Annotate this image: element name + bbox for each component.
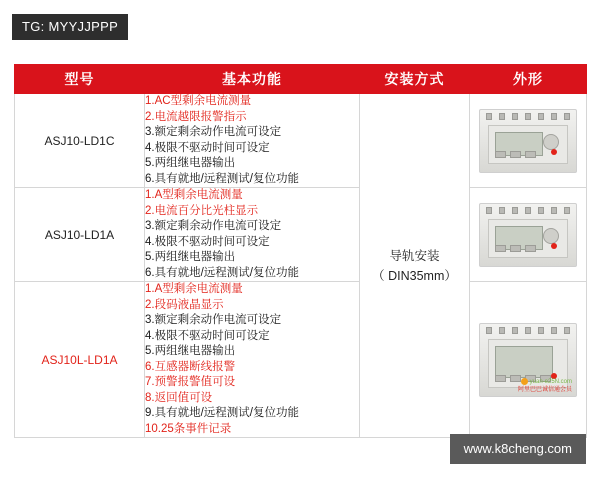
device-face	[488, 125, 568, 164]
list-item: 1.AC型剩余电流测量	[145, 95, 252, 107]
table-body	[15, 94, 587, 438]
sun-icon	[521, 378, 528, 385]
table-header	[15, 65, 587, 94]
list-item: 5.两组继电器输出	[145, 157, 236, 169]
header-appearance: 外形	[470, 65, 587, 94]
device-buttons	[495, 151, 536, 158]
list-item: 2.电流越限报警指示	[145, 110, 247, 123]
spec-table	[14, 64, 587, 438]
list-item: 5.两组继电器输出	[145, 251, 236, 263]
list-item: 5.两组继电器输出	[145, 345, 236, 357]
list-item: 3.额定剩余动作电流可设定	[145, 314, 282, 326]
table-row	[15, 282, 587, 438]
device-face	[488, 219, 568, 258]
functions-cell	[145, 94, 360, 188]
list-item: 8.返回值可设	[145, 391, 213, 404]
device-knob	[543, 228, 559, 244]
functions-cell	[145, 188, 360, 282]
device-screen	[495, 346, 553, 378]
model-cell: ASJ10-LD1A	[15, 188, 145, 282]
list-item: 6.具有就地/远程测试/复位功能	[145, 266, 299, 279]
spec-table-container	[14, 64, 586, 438]
list-item: 9.具有就地/远程测试/复位功能	[145, 407, 299, 419]
appearance-cell	[470, 282, 587, 438]
installation-line1: 导轨安装	[389, 248, 440, 263]
watermark-line1: yuan-e25N.com	[529, 379, 572, 386]
device-led	[551, 149, 557, 155]
product-image-ld1c	[479, 109, 577, 173]
list-item: 1.A型剩余电流测量	[145, 189, 243, 201]
list-item: 4.极限不驱动时间可设定	[145, 141, 270, 154]
terminal-row	[486, 113, 570, 121]
list-item: 6.具有就地/远程测试/复位功能	[145, 172, 299, 185]
installation-cell	[360, 94, 470, 438]
table-header-row	[15, 65, 587, 94]
header-functions: 基本功能	[145, 65, 360, 94]
list-item: 2.电流百分比光柱显示	[145, 204, 259, 217]
supplier-logo-watermark	[518, 378, 572, 393]
model-cell: ASJ10-LD1C	[15, 94, 145, 188]
table-row	[15, 188, 587, 282]
list-item: 7.预警报警值可设	[145, 376, 236, 388]
header-installation: 安装方式	[360, 65, 470, 94]
table-row	[15, 94, 587, 188]
list-item: 3.额定剩余动作电流可设定	[145, 220, 282, 232]
device-buttons	[495, 245, 536, 252]
list-item: 3.额定剩余动作电流可设定	[145, 126, 282, 138]
appearance-cell	[470, 188, 587, 282]
device-knob	[543, 134, 559, 150]
model-cell: ASJ10L-LD1A	[15, 282, 145, 438]
list-item: 1.A型剩余电流测量	[145, 283, 243, 295]
function-list	[145, 94, 359, 187]
device-led	[551, 243, 557, 249]
terminal-row	[486, 327, 570, 335]
site-watermark-badge: www.k8cheng.com	[450, 434, 586, 464]
terminal-row	[486, 207, 570, 215]
list-item: 4.极限不驱动时间可设定	[145, 329, 270, 342]
function-list	[145, 282, 359, 437]
list-item: 2.段码液晶显示	[145, 298, 224, 311]
tag-badge: TG: MYYJJPPP	[12, 14, 128, 40]
header-model: 型号	[15, 65, 145, 94]
product-image-ld1a-lcd	[479, 323, 577, 397]
function-list	[145, 188, 359, 281]
list-item: 4.极限不驱动时间可设定	[145, 235, 270, 248]
appearance-cell	[470, 94, 587, 188]
installation-line2: （ DIN35mm）	[372, 268, 457, 283]
watermark-line2: 阿里巴巴诚信通会员	[517, 386, 572, 393]
list-item: 10.25条事件记录	[145, 422, 232, 435]
product-image-ld1a	[479, 203, 577, 267]
functions-cell	[145, 282, 360, 438]
list-item: 6.互感器断线报警	[145, 360, 236, 373]
